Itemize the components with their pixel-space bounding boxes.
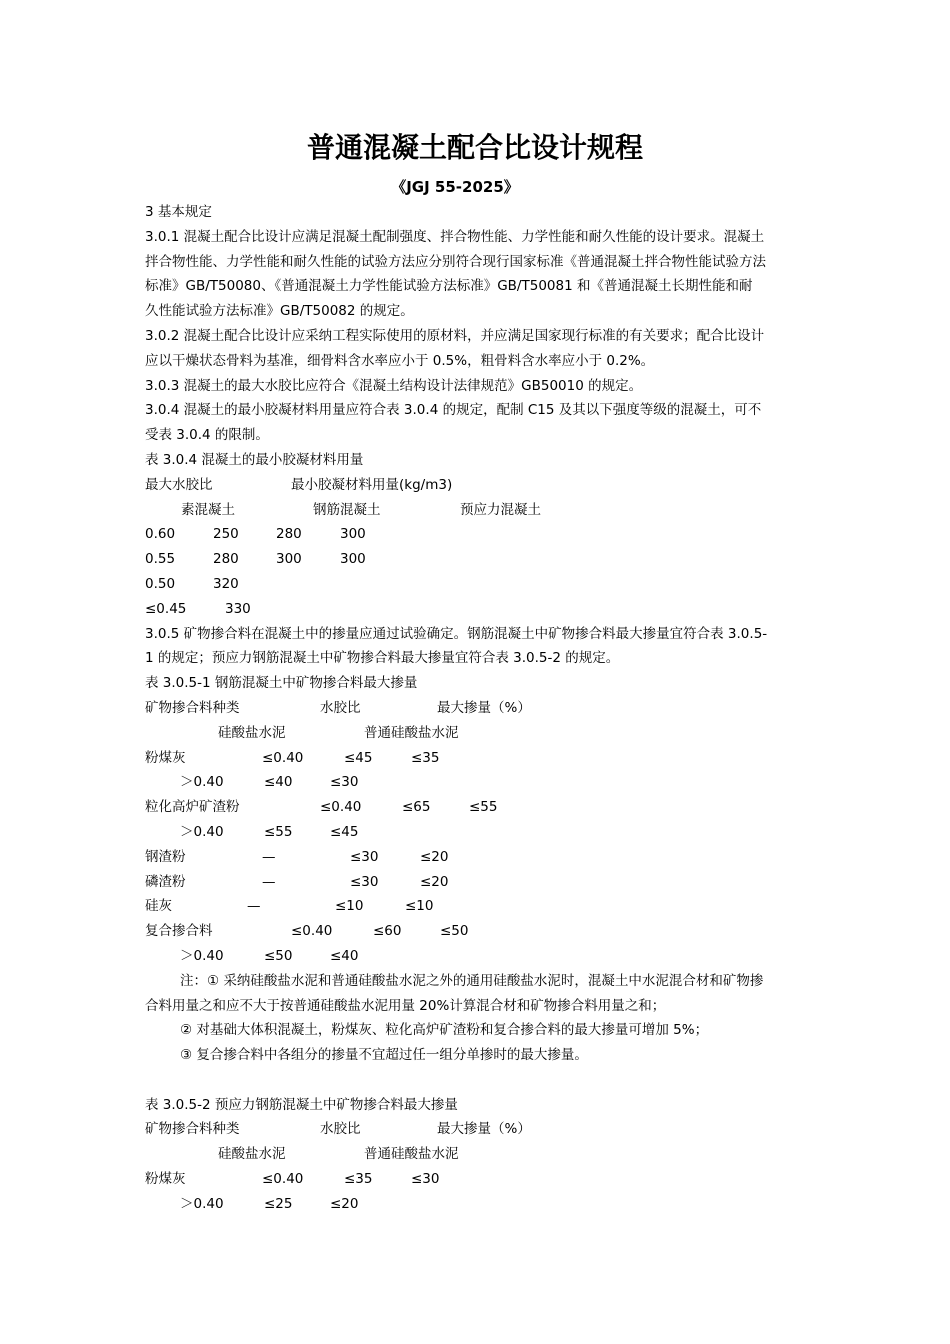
table-cell: ≤10: [335, 898, 364, 915]
table-row: [145, 1192, 810, 1217]
table-cell: ＞0.40: [180, 774, 224, 791]
table-cell: —: [247, 898, 261, 915]
table-cell: ≤20: [420, 873, 449, 890]
table-cell: 粉煤灰: [145, 1171, 186, 1188]
table-header-cell: 水胶比: [320, 699, 361, 716]
table-header-cell: 最小胶凝材料用量(kg/m3): [291, 476, 453, 493]
table-cell: ≤20: [330, 1195, 359, 1212]
table-row: [145, 572, 810, 597]
table-row: [145, 522, 810, 547]
clause-3-0-5-line: 1 的规定；预应力钢筋混凝土中矿物掺合料最大掺量宜符合表 3.0.5-2 的规定。: [145, 650, 620, 667]
table-cell: ≤60: [373, 923, 402, 940]
table-cell: ≤50: [440, 923, 469, 940]
table-row: [145, 770, 810, 795]
table-cell: ≤55: [264, 823, 293, 840]
table-cell: ≤0.40: [291, 923, 333, 940]
table-3-0-5-2-subheader-row: [145, 1142, 810, 1167]
table-3-0-5-2-header-row: [145, 1117, 810, 1142]
clause-3-0-2-line: 3.0.2 混凝土配合比设计应采纳工程实际使用的原材料，并应满足国家现行标准的有关要求；配合比设计: [145, 327, 765, 344]
table-header-cell: 普通硅酸盐水泥: [364, 1146, 459, 1163]
section-heading: 3 基本规定: [145, 204, 212, 220]
table-cell: —: [262, 848, 276, 865]
table-cell: ≤0.40: [262, 1171, 304, 1188]
clause-3-0-2-line: 应以干燥状态骨料为基准，细骨料含水率应小于 0.5%，粗骨料含水率应小于 0.2%。: [145, 352, 655, 369]
table-row: [145, 1167, 810, 1192]
table-header-cell: 矿物掺合料种类: [145, 699, 240, 716]
table-cell: ≤50: [264, 947, 293, 964]
document-subtitle: 《JGJ 55-2025》: [391, 178, 519, 196]
table-note: ② 对基础大体积混凝土，粉煤灰、粒化高炉矿渣粉和复合掺合料的最大掺量可增加 5%；: [180, 1022, 709, 1039]
table-header-cell: 钢筋混凝土: [313, 501, 381, 518]
table-row: [145, 845, 810, 870]
table-cell: ≤40: [330, 947, 359, 964]
clause-3-0-1-line: 3.0.1 混凝土配合比设计应满足混凝土配制强度、拌合物性能、力学性能和耐久性能的设计要求。混凝土: [145, 228, 765, 245]
table-cell: ＞0.40: [180, 823, 224, 840]
table-cell: ≤65: [402, 799, 431, 816]
table-cell: ≤30: [350, 848, 379, 865]
table-cell: 磷渣粉: [145, 873, 186, 890]
table-cell: ≤45: [344, 749, 373, 766]
table-row: [145, 944, 810, 969]
table-cell: ≤10: [405, 898, 434, 915]
table-note: 注：① 采纳硅酸盐水泥和普通硅酸盐水泥之外的通用硅酸盐水泥时，混凝土中水泥混合材和矿物掺: [180, 972, 764, 989]
table-cell: ≤20: [420, 848, 449, 865]
table-cell: 复合掺合料: [145, 923, 213, 940]
table-cell: ≤30: [330, 774, 359, 791]
table-header-cell: 水胶比: [320, 1121, 361, 1138]
clause-3-0-1-line: 标准》GB/T50080、《普通混凝土力学性能试验方法标准》GB/T50081 和《普通混凝土长期性能和耐: [145, 278, 753, 295]
table-header-cell: 素混凝土: [181, 501, 235, 518]
table-cell: 硅灰: [145, 898, 172, 915]
table-cell: ≤25: [264, 1195, 293, 1212]
table-cell: 320: [213, 575, 239, 592]
table-header-cell: 最大掺量（%）: [437, 1121, 531, 1138]
table-cell: 粉煤灰: [145, 749, 186, 766]
clause-3-0-1-line: 久性能试验方法标准》GB/T50082 的规定。: [145, 303, 414, 320]
document-body: [145, 200, 810, 1217]
clause-3-0-5-line: 3.0.5 矿物掺合料在混凝土中的掺量应通过试验确定。钢筋混凝土中矿物掺合料最大掺量宜符合表 3.0.5-: [145, 625, 768, 642]
table-3-0-4-header-row: [145, 473, 810, 498]
clause-3-0-4-line: 受表 3.0.4 的限制。: [145, 427, 269, 444]
table-cell: ＞0.40: [180, 1195, 224, 1212]
table-cell: 0.50: [145, 575, 176, 592]
table-cell: 250: [213, 526, 239, 543]
table-row: [145, 919, 810, 944]
document-title: 普通混凝土配合比设计规程: [306, 131, 643, 164]
table-3-0-4-caption: 表 3.0.4 混凝土的最小胶凝材料用量: [145, 451, 364, 468]
table-cell: ＞0.40: [180, 947, 224, 964]
clause-3-0-4-line: 3.0.4 混凝土的最小胶凝材料用量应符合表 3.0.4 的规定，配制 C15 及其以下强度等级的混凝土，可不: [145, 402, 762, 419]
clause-3-0-1-line: 拌合物性能、力学性能和耐久性能的试验方法应分别符合现行国家标准《普通混凝土拌合物性能试验方法: [145, 253, 766, 270]
table-cell: ≤40: [264, 774, 293, 791]
table-cell: ≤0.40: [262, 749, 304, 766]
table-cell: ≤0.45: [145, 600, 187, 617]
table-cell: 330: [225, 600, 251, 617]
table-row: [145, 547, 810, 572]
table-cell: 300: [276, 551, 302, 568]
blank-line: [145, 1068, 810, 1093]
table-cell: ≤55: [469, 799, 498, 816]
table-header-cell: 预应力混凝土: [460, 501, 541, 518]
clause-3-0-3-line: 3.0.3 混凝土的最大水胶比应符合《混凝土结构设计法律规范》GB50010 的规定。: [145, 377, 643, 394]
table-3-0-5-1-subheader-row: [145, 721, 810, 746]
table-row: [145, 597, 810, 622]
table-row: [145, 746, 810, 771]
table-cell: 280: [213, 551, 239, 568]
table-cell: 0.60: [145, 526, 176, 543]
table-3-0-5-2-caption: 表 3.0.5-2 预应力钢筋混凝土中矿物掺合料最大掺量: [145, 1096, 458, 1113]
table-row: [145, 870, 810, 895]
table-cell: ≤0.40: [320, 799, 362, 816]
table-header-cell: 硅酸盐水泥: [218, 1146, 286, 1163]
table-header-cell: 普通硅酸盐水泥: [364, 724, 459, 741]
table-header-cell: 矿物掺合料种类: [145, 1121, 240, 1138]
table-cell: 280: [276, 526, 302, 543]
table-3-0-5-1-header-row: [145, 696, 810, 721]
table-cell: ≤30: [350, 873, 379, 890]
table-3-0-5-1-caption: 表 3.0.5-1 钢筋混凝土中矿物掺合料最大掺量: [145, 675, 418, 692]
table-header-cell: 硅酸盐水泥: [218, 724, 286, 741]
table-cell: 粒化高炉矿渣粉: [145, 799, 240, 816]
table-cell: ≤35: [411, 749, 440, 766]
table-row: [145, 820, 810, 845]
table-note: 合料用量之和应不大于按普通硅酸盐水泥用量 20%计算混合材和矿物掺合料用量之和；: [145, 997, 666, 1014]
table-row: [145, 894, 810, 919]
table-cell: 300: [340, 551, 366, 568]
table-header-cell: 最大水胶比: [145, 476, 213, 493]
table-cell: 钢渣粉: [145, 848, 186, 865]
table-cell: 0.55: [145, 551, 176, 568]
table-3-0-4-subheader-row: [145, 498, 810, 523]
table-note: ③ 复合掺合料中各组分的掺量不宜超过任一组分单掺时的最大掺量。: [180, 1047, 588, 1064]
table-cell: 300: [340, 526, 366, 543]
table-cell: ≤35: [344, 1171, 373, 1188]
table-cell: ≤45: [330, 823, 359, 840]
table-row: [145, 795, 810, 820]
table-header-cell: 最大掺量（%）: [437, 699, 531, 716]
table-cell: ≤30: [411, 1171, 440, 1188]
table-cell: —: [262, 873, 276, 890]
